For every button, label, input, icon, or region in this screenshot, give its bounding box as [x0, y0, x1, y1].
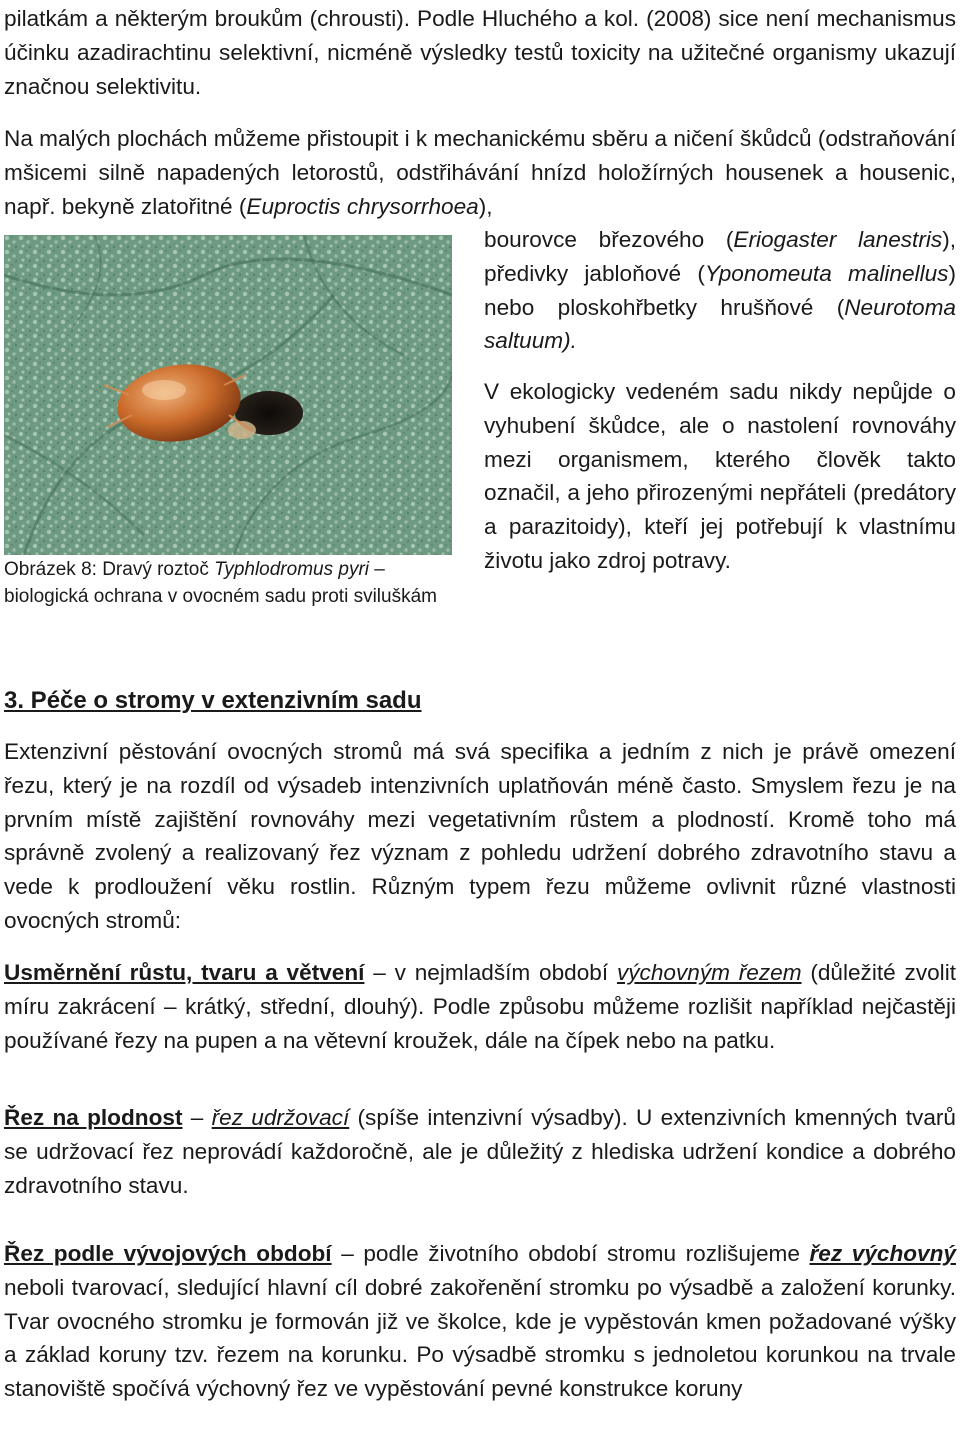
- growth-text: (důležité zvolit míru zakrácení – krátký, střední, dlouhý). Podle způsobu můžeme rozlišit například nejčastěji používané řezy na pupen a na větevní kroužek, dále na čípek nebo na patku.: [4, 960, 956, 1053]
- periods-dash: – podle životního období stromu rozlišujeme: [331, 1241, 810, 1266]
- mechanical-text-4: ), předivky jabloňové (: [484, 227, 956, 286]
- fertility-text: (spíše intenzivní výsadby). U extenzivních kmenných tvarů se udržovací řez neprovádí každoročně, ale je důležitý z hlediska udržení kondice a dobrého zdravotního stavu.: [4, 1105, 956, 1198]
- caption-rest: – biologická ochrana v ovocném sadu proti sviluškám: [4, 559, 437, 607]
- species-euproctis: Euproctis chrysorrhoea: [246, 193, 479, 219]
- growth-paragraph: [4, 956, 956, 1057]
- fertility-term: řez udržovací: [211, 1105, 350, 1130]
- periods-paragraph: [4, 1237, 956, 1406]
- mechanical-paragraph: [4, 122, 956, 223]
- periods-title: Řez podle vývojových období: [4, 1241, 332, 1266]
- section-heading: 3. Péče o stromy v extenzivním sadu: [4, 687, 422, 714]
- mechanical-text-5: ) nebo ploskohřbetky hrušňové (: [484, 260, 956, 320]
- section-intro-paragraph: [4, 735, 956, 938]
- mechanical-text-3: bourovce březového (: [484, 227, 734, 252]
- fertility-paragraph: [4, 1101, 956, 1202]
- species-yponomeuta: Yponomeuta malinellus: [704, 260, 949, 286]
- mechanical-text-2: ),: [478, 193, 493, 219]
- growth-dash: – v nejmladším období: [364, 960, 617, 985]
- ecology-paragraph: [484, 375, 956, 578]
- growth-term: výchovným řezem: [616, 960, 802, 985]
- intro-text: pilatkám a některým broukům (chrousti). Podle Hluchého a kol. (2008) sice není mechanismus účinku azadirachtinu selektivní, nicméně výsledky testů toxicity na užitečné organismy ukazují značnou selektivitu.: [4, 6, 956, 99]
- mechanical-text-1: Na malých plochách můžeme přistoupit i k mechanickému sběru a ničení škůdců (odstraňování mšicemi silně napadených letorostů, odstřihávání hnízd holožírných housenek a housenic, např. bekyně zlatořitné (: [4, 126, 956, 219]
- periods-term: řez výchovný: [809, 1241, 956, 1266]
- caption-species: Typhlodromus pyri: [214, 559, 369, 580]
- figure-mite-photo: [4, 235, 452, 555]
- periods-text: neboli tvarovací, sledující hlavní cíl dobré zakořenění stromku po výsadbě a založení korunky. Tvar ovocného stromku je formován již ve školce, kde je vypěstován kmen požadované výšky a základ koruny tzv. řezem na korunku. Po výsadbě stromku s jednoletou korunkou na trvale stanoviště spočívá výchovný řez ve vypěstování pevné konstrukce koruny: [4, 1274, 956, 1402]
- ecology-text: V ekologicky vedeném sadu nikdy nepůjde o vyhubení škůdce, ale o nastolení rovnováhy mezi organismem, kterého člověk takto označil, a jeho přirozenými nepřáteli (predátory a parazitoidy), kteří jej potřebují k vlastnímu životu jako zdroj potravy.: [484, 379, 956, 573]
- intro-paragraph: [4, 2, 956, 103]
- species-eriogaster: Eriogaster lanestris: [733, 227, 943, 252]
- fertility-dash: –: [182, 1105, 212, 1130]
- fertility-title: Řez na plodnost: [4, 1105, 183, 1130]
- mechanical-paragraph-continued: [484, 223, 956, 358]
- section-intro-text: Extenzivní pěstování ovocných stromů má svá specifika a jedním z nich je právě omezení řezu, který je na rozdíl od výsadeb intenzivních uplatňován méně často. Smyslem řezu je na prvním místě zajištění rovnováhy mezi vegetativním růstem a plodností. Kromě toho má správně zvolený a realizovaný řez význam z pohledu udržení dobrého zdravotního stavu a vede k prodloužení věku rostlin. Různým typem řezu můžeme ovlivnit různé vlastnosti ovocných stromů:: [4, 739, 956, 933]
- figure-caption: [4, 556, 452, 610]
- growth-title: Usměrnění růstu, tvaru a větvení: [4, 960, 365, 985]
- caption-prefix: Obrázek 8: Dravý roztoč: [4, 559, 215, 580]
- mite-on-leaf-image: [4, 235, 452, 555]
- species-neurotoma: Neurotoma saltuum).: [484, 294, 956, 354]
